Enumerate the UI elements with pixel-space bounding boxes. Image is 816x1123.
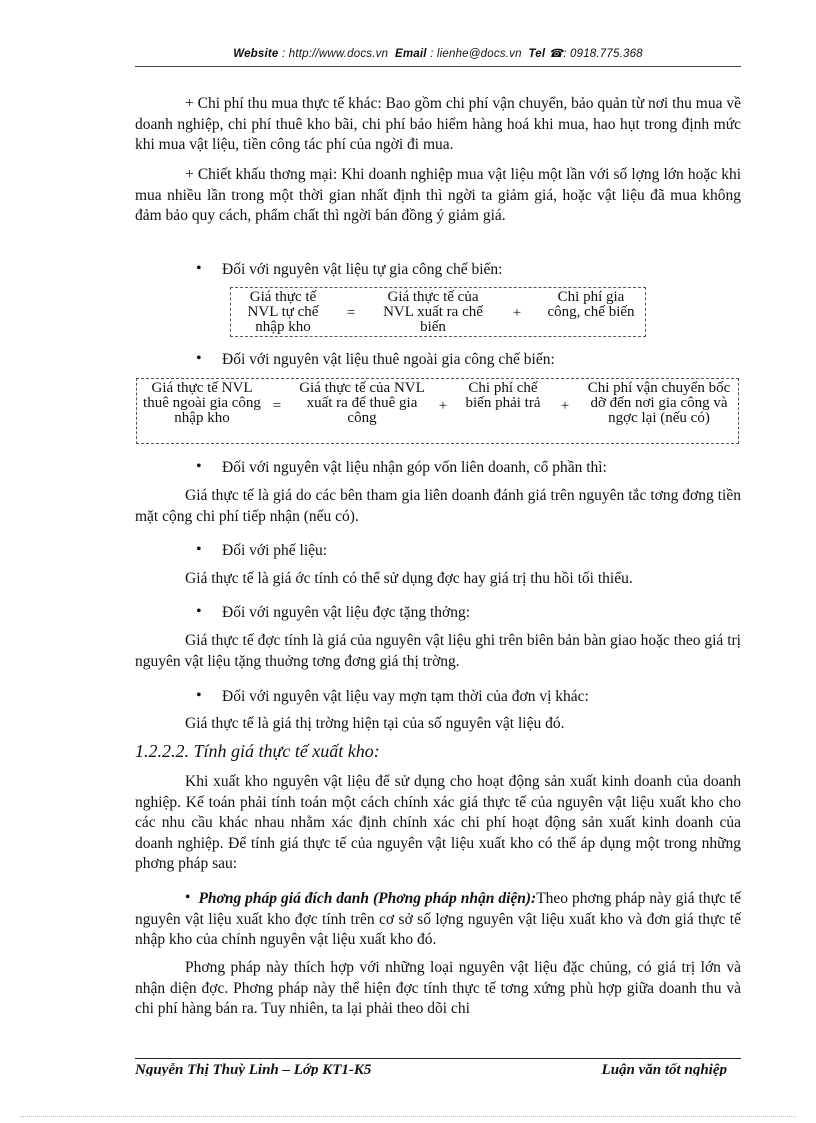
formula-term: Chi phí vận chuyển bốc dỡ đến nơi gia công và ngợc lại (nếu có) bbox=[587, 380, 731, 426]
paragraph-borrowed: Giá thực tế là giá thị trờng hiện tại của số nguyên vật liệu đó. bbox=[185, 715, 565, 732]
paragraph-trade-discount: + Chiết khấu thơng mại: Khi doanh nghiệp mua vật liệu một lần với số lợng lớn hoặc khi mua nhiều lần trong một thời gian nhất định thì ngời ta giảm giá, hoặc vật liệu đã mua không đảm bảo quy cách, phẩm chất thì ngời bán đồng ý giảm giá. bbox=[135, 166, 741, 224]
formula-operator: + bbox=[560, 398, 570, 414]
phone-icon: ☎ bbox=[548, 48, 564, 60]
section-heading: 1.2.2.2. Tính giá thực tế xuất kho: bbox=[135, 741, 380, 761]
paragraph-export-intro: Khi xuất kho nguyên vật liệu để sử dụng cho hoạt động sản xuất kinh doanh của doanh nghiệp. Kế toán phải tính toán một cách chính xác giá thực tế của nguyên vật liệu xuất kho cho các nhu cầu khác nhau nhằm xác định chính xác chi phí hoạt động sản xuất kinh doanh của doanh nghiệp. Để tính giá thực tế của nguyên vật liệu xuất kho có thể áp dụng một trong những phơng pháp sau: bbox=[135, 773, 741, 872]
footer-author: Nguyễn Thị Thuỳ Linh – Lớp KT1-K5 bbox=[135, 1062, 372, 1076]
bullet-item bbox=[196, 687, 589, 707]
paragraph-donated: Giá thực tế đợc tính là giá của nguyên vật liệu ghi trên biên bản bàn giao hoặc theo giá trị nguyên vật liệu tặng thuởng tơng đơng giá thị trờng. bbox=[135, 632, 741, 670]
bullet-item bbox=[196, 458, 607, 478]
formula-operator: + bbox=[438, 398, 448, 414]
formula-operator: = bbox=[346, 305, 356, 321]
email-label: Email bbox=[395, 48, 427, 60]
bullet-item bbox=[196, 541, 328, 561]
paragraph-other-costs: + Chi phí thu mua thực tế khác: Bao gồm chi phí vận chuyển, bảo quản từ nơi thu mua về doanh nghiệp, chi phí thuê kho bãi, chi phí bảo hiểm hàng hoá khi mua, hao hụt trong định mức khi mua vật liệu, tiền công tác phí của ngời đi mua. bbox=[135, 95, 741, 153]
bullet-icon: • bbox=[196, 541, 202, 558]
bullet-text: Đối với nguyên vật liệu nhận góp vốn liên doanh, cổ phần thì: bbox=[222, 459, 607, 476]
formula-operator: = bbox=[272, 398, 282, 414]
formula-self-processed bbox=[230, 287, 646, 337]
formula-term: Giá thực tế của NVL xuất ra để thuê gia công bbox=[299, 380, 425, 426]
bullet-item bbox=[196, 350, 555, 370]
paragraph-specific-identification bbox=[135, 889, 741, 951]
bullet-icon: • bbox=[196, 687, 202, 704]
page-footer bbox=[135, 1062, 741, 1076]
bullet-icon: • bbox=[196, 603, 202, 620]
formula-term: Giá thực tế của NVL xuất ra chế biến bbox=[383, 289, 483, 335]
tel-label: Tel bbox=[528, 48, 546, 60]
bullet-text: Đối với nguyên vật liệu thuê ngoài gia công chế biến: bbox=[222, 351, 555, 368]
formula-term: Chi phí gia công, chế biến bbox=[547, 289, 635, 320]
formula-term: Giá thực tế NVL tự chế nhập kho bbox=[247, 289, 319, 335]
bullet-text: Đối với nguyên vật liệu tự gia công chế biến: bbox=[222, 261, 503, 278]
method-description: Theo phơng pháp này giá thực tế nguyên vật liệu xuất kho đợc tính trên cơ sở số lợng nguyên vật liệu xuất kho và đơn giá thực tế nhập kho của chính nguyên vật liệu xuất kho đó. bbox=[135, 890, 741, 948]
bullet-icon: • bbox=[196, 350, 202, 367]
formula-term: Giá thực tế NVL thuê ngoài gia công nhập kho bbox=[143, 380, 261, 426]
bullet-icon: • bbox=[196, 458, 202, 475]
tel-number: : 0918.775.368 bbox=[563, 48, 643, 60]
page-bottom-border bbox=[20, 1116, 796, 1117]
formula-operator: + bbox=[512, 305, 522, 321]
paragraph-scrap: Giá thực tế là giá ớc tính có thể sử dụng đợc hay giá trị thu hồi tối thiểu. bbox=[185, 570, 633, 587]
bullet-text: Đối với nguyên vật liệu vay mợn tạm thời của đơn vị khác: bbox=[222, 688, 589, 705]
bullet-icon: • bbox=[196, 260, 202, 277]
paragraph-capital-contribution: Giá thực tế là giá do các bên tham gia liên doanh đánh giá trên nguyên tắc tơng đơng tiền mặt cộng chi phí tiếp nhận (nếu có). bbox=[135, 487, 741, 525]
header-divider bbox=[135, 66, 741, 67]
formula-outsourced bbox=[136, 378, 739, 444]
footer-doc-type: Luận văn tốt nghiệp bbox=[601, 1062, 727, 1076]
bullet-icon: • bbox=[185, 889, 191, 906]
bullet-text: Đối với phế liệu: bbox=[222, 542, 328, 559]
footer-divider bbox=[135, 1058, 741, 1059]
bullet-text: Đối với nguyên vật liệu đợc tặng thởng: bbox=[222, 604, 471, 621]
paragraph-method-suitability: Phơng pháp này thích hợp với những loại nguyên vật liệu đặc chủng, có giá trị lớn và nhận diện đợc. Phơng pháp này thể hiện đợc tính thực tế tơng xứng phù hợp giữa doanh thu và chi phí hàng bán ra. Tuy nhiên, ta lại phải theo dõi chi bbox=[135, 959, 741, 1017]
website-url[interactable]: : http://www.docs.vn bbox=[281, 48, 389, 60]
page-header bbox=[135, 46, 741, 60]
method-name: Phơng pháp giá đích danh (Phơng pháp nhận diện): bbox=[198, 890, 537, 907]
website-label: Website bbox=[233, 48, 279, 60]
formula-term: Chi phí chế biến phải trả bbox=[465, 380, 541, 411]
email-address[interactable]: : lienhe@docs.vn bbox=[430, 48, 522, 60]
bullet-item bbox=[196, 603, 471, 623]
bullet-item bbox=[196, 260, 503, 280]
